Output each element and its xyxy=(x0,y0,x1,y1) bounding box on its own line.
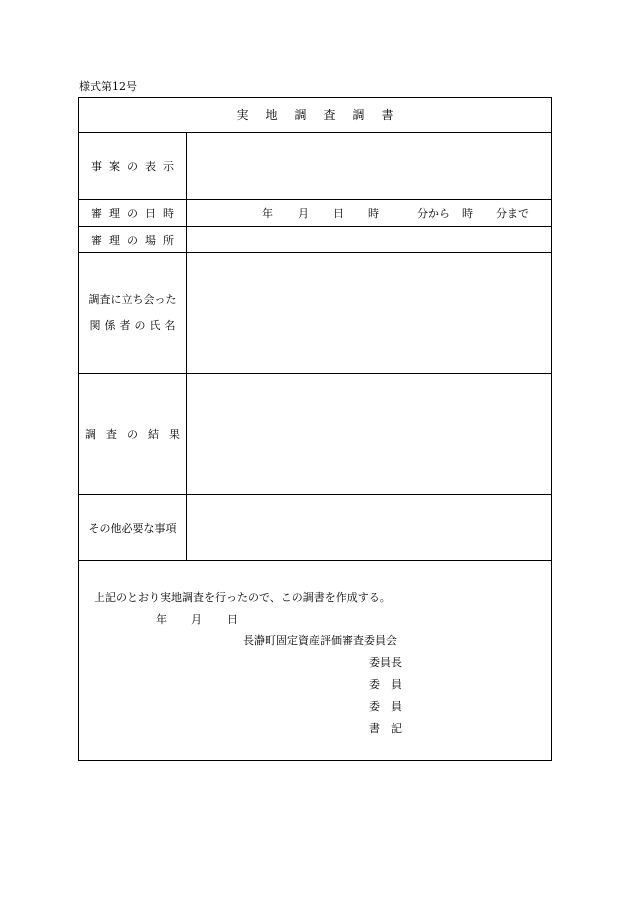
form-number: 様式第12号 xyxy=(79,80,137,93)
label-datetime: 審理の日時 xyxy=(79,200,187,226)
row-attendees xyxy=(79,253,551,374)
footer xyxy=(79,561,551,760)
committee-name: 長瀞町固定資産評価審査委員会 xyxy=(243,634,397,647)
clerk-label: 書 記 xyxy=(369,722,402,735)
label-other: その他必要な事項 xyxy=(79,495,187,560)
field-result[interactable] xyxy=(187,374,551,494)
field-place[interactable] xyxy=(187,227,551,252)
chair-label: 委員長 xyxy=(369,656,402,669)
member2-label: 委 員 xyxy=(369,700,402,713)
date-year: 年 xyxy=(156,613,167,626)
row-datetime xyxy=(79,200,551,227)
label-attendees xyxy=(79,253,187,373)
label-attendees-line1: 調査に立ち会った xyxy=(88,293,177,306)
statement-text: 上記のとおり実地調査を行ったので、この調書を作成する。 xyxy=(94,591,391,604)
year-text: 年 xyxy=(262,207,273,220)
date-month: 月 xyxy=(191,613,202,626)
label-attendees-line2: 関係者の氏名 xyxy=(89,319,180,332)
field-attendees[interactable] xyxy=(187,253,551,373)
hour-text: 時 xyxy=(368,207,379,220)
day-text: 日 xyxy=(333,207,344,220)
row-result xyxy=(79,374,551,495)
from-text: 分から xyxy=(417,207,450,220)
field-datetime[interactable] xyxy=(187,200,551,226)
label-case: 事案の表示 xyxy=(79,133,187,199)
row-other xyxy=(79,495,551,561)
label-place: 審理の場所 xyxy=(79,227,187,252)
hour2-text: 時 xyxy=(462,207,473,220)
field-other[interactable] xyxy=(187,495,551,560)
form-title: 実地調査調書 xyxy=(79,98,551,133)
label-result: 調査の結果 xyxy=(79,374,187,494)
row-case xyxy=(79,133,551,200)
date-day: 日 xyxy=(227,613,238,626)
month-text: 月 xyxy=(298,207,309,220)
member1-label: 委 員 xyxy=(369,678,402,691)
row-place xyxy=(79,227,551,253)
field-case[interactable] xyxy=(187,133,551,199)
until-text: 分まで xyxy=(496,207,529,220)
survey-record-form xyxy=(78,97,552,761)
